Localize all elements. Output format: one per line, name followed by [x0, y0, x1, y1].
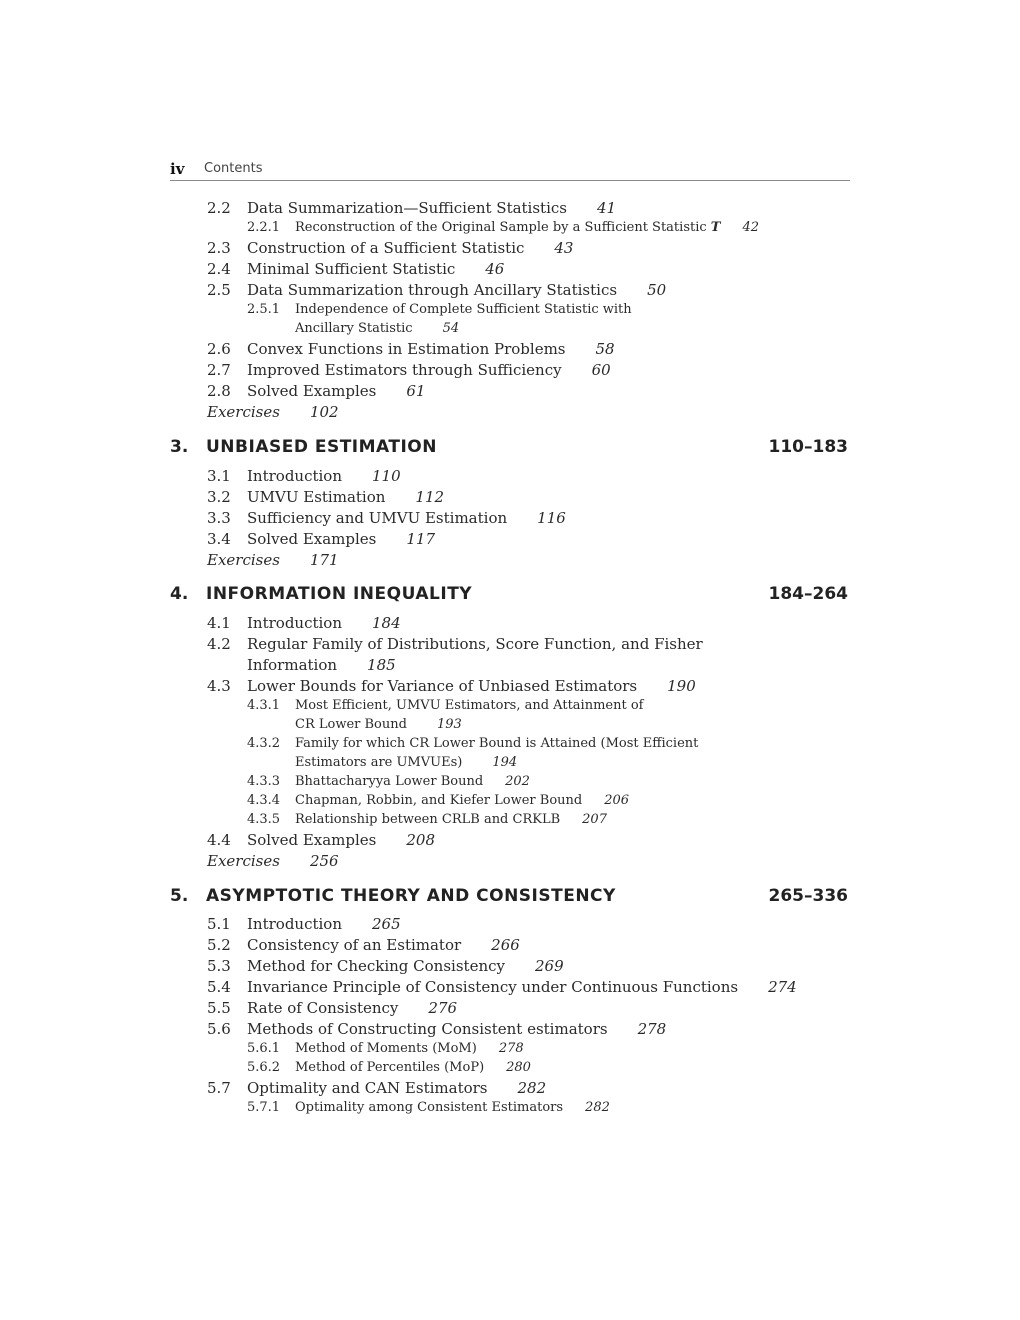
- page-number: 206: [604, 793, 630, 808]
- chapter-title: UNBIASED ESTIMATION: [206, 437, 437, 457]
- chapter-heading-4[interactable]: [170, 584, 850, 606]
- exercises-label: Exercises: [207, 852, 280, 870]
- chapter-heading-3[interactable]: [170, 437, 850, 459]
- subsection-title: Reconstruction of the Original Sample by a Sufficient Statistic: [295, 220, 707, 235]
- subsection-title-line2: CR Lower Bound: [295, 717, 407, 732]
- page-number: 61: [406, 382, 426, 400]
- toc-entry-2-8[interactable]: [207, 382, 425, 400]
- section-title-line2: Information: [247, 656, 338, 674]
- page-number: 274: [768, 978, 797, 996]
- page-number: 256: [309, 852, 339, 870]
- section-number: 5.7: [207, 1079, 231, 1097]
- section-number: 2.6: [207, 340, 231, 358]
- toc-entry-2-5-1[interactable]: [247, 302, 632, 317]
- page-number: 117: [406, 530, 436, 548]
- chapter-page-range: 184–264: [768, 584, 848, 604]
- section-number: 4.1: [207, 614, 231, 632]
- section-title: Consistency of an Estimator: [247, 936, 462, 954]
- subsection-title: Chapman, Robbin, and Kiefer Lower Bound: [295, 793, 583, 808]
- subsection-title: Optimality among Consistent Estimators: [295, 1100, 564, 1115]
- toc-entry-2-3[interactable]: [207, 239, 573, 257]
- toc-entry-3-1[interactable]: [207, 467, 401, 485]
- page-number: 50: [647, 281, 667, 299]
- section-title-line1: Regular Family of Distributions, Score Function, and Fisher: [247, 635, 703, 653]
- toc-entry-2-6[interactable]: [207, 340, 615, 358]
- section-title: Construction of a Sufficient Statistic: [247, 239, 525, 257]
- section-number: 4.4: [207, 831, 231, 849]
- toc-entry-2-7[interactable]: [207, 361, 611, 379]
- toc-entry-5-4[interactable]: [207, 978, 797, 996]
- symbol-t: T: [710, 220, 721, 235]
- page-number: 280: [506, 1060, 531, 1075]
- page-number: 190: [667, 677, 696, 695]
- section-title: Solved Examples: [247, 530, 377, 548]
- toc-entry-4-3-1-continued[interactable]: [295, 717, 462, 732]
- chapter-title: ASYMPTOTIC THEORY AND CONSISTENCY: [206, 886, 616, 906]
- toc-entry-5-1[interactable]: [207, 915, 401, 933]
- subsection-title-line1: Independence of Complete Sufficient Statistic with: [295, 302, 632, 317]
- toc-entry-4-2[interactable]: [207, 635, 703, 653]
- section-number: 2.8: [207, 382, 231, 400]
- section-number: 4.3: [207, 677, 231, 695]
- toc-exercises-ch4[interactable]: [207, 852, 339, 870]
- subsection-title-line1: Family for which CR Lower Bound is Attained (Most Efficient: [295, 736, 699, 751]
- exercises-label: Exercises: [207, 403, 280, 421]
- section-title: Solved Examples: [247, 831, 377, 849]
- subsection-number: 4.3.2: [247, 736, 281, 751]
- chapter-number: 4.: [170, 584, 189, 604]
- subsection-title: Method of Percentiles (MoP): [295, 1060, 485, 1075]
- subsection-title: Bhattacharyya Lower Bound: [295, 774, 484, 789]
- toc-entry-3-2[interactable]: [207, 488, 444, 506]
- toc-entry-5-5[interactable]: [207, 999, 457, 1017]
- page-number: 208: [406, 831, 436, 849]
- toc-entry-3-3[interactable]: [207, 509, 566, 527]
- section-number: 2.3: [207, 239, 231, 257]
- page-number: 193: [436, 717, 462, 732]
- toc-entry-3-4[interactable]: [207, 530, 435, 548]
- page-number: 265: [372, 915, 401, 933]
- section-title: Convex Functions in Estimation Problems: [247, 340, 566, 358]
- toc-exercises-ch2[interactable]: [207, 403, 339, 421]
- section-number: 5.6: [207, 1020, 231, 1038]
- section-title: Introduction: [247, 467, 342, 485]
- toc-entry-4-2-continued[interactable]: [247, 656, 396, 674]
- subsection-title: Method of Moments (MoM): [295, 1041, 477, 1056]
- chapter-number: 3.: [170, 437, 189, 457]
- page-number: 116: [537, 509, 566, 527]
- section-title: Introduction: [247, 915, 342, 933]
- section-title: Sufficiency and UMVU Estimation: [247, 509, 508, 527]
- subsection-number: 4.3.3: [247, 774, 281, 789]
- toc-entry-4-3-1[interactable]: [247, 698, 643, 713]
- toc-entry-4-3[interactable]: [207, 677, 696, 695]
- running-header: [170, 158, 850, 181]
- toc-entry-2-4[interactable]: [207, 260, 504, 278]
- page-number: 102: [309, 403, 339, 421]
- section-title: Data Summarization through Ancillary Statistics: [247, 281, 618, 299]
- subsection-title-line2: Estimators are UMVUEs): [295, 755, 463, 770]
- chapter-page-range: 265–336: [768, 886, 848, 906]
- page-number: 269: [534, 957, 564, 975]
- page-number: 171: [309, 551, 339, 569]
- page-number: 278: [498, 1041, 524, 1056]
- toc-entry-4-1[interactable]: [207, 614, 401, 632]
- section-number: 5.3: [207, 957, 231, 975]
- section-title: Rate of Consistency: [247, 999, 399, 1017]
- page-number: 60: [591, 361, 611, 379]
- subsection-number: 4.3.1: [247, 698, 281, 713]
- section-number: 4.2: [207, 635, 231, 653]
- section-number: 2.5: [207, 281, 231, 299]
- page-number: 282: [585, 1100, 610, 1115]
- section-number: 2.4: [207, 260, 231, 278]
- subsection-number: 5.6.1: [247, 1041, 281, 1056]
- toc-exercises-ch3[interactable]: [207, 551, 339, 569]
- subsection-number: 4.3.5: [247, 812, 281, 827]
- subsection-number: 5.7.1: [247, 1100, 281, 1115]
- page-number: 184: [372, 614, 401, 632]
- toc-entry-5-6-2[interactable]: [247, 1060, 531, 1075]
- page-number: 202: [505, 774, 530, 789]
- toc-entry-5-2[interactable]: [207, 936, 520, 954]
- section-number: 5.4: [207, 978, 231, 996]
- page-folio: iv: [170, 160, 185, 178]
- subsection-number: 2.5.1: [247, 302, 281, 317]
- toc-entry-5-3[interactable]: [207, 957, 564, 975]
- section-number: 5.5: [207, 999, 231, 1017]
- page-number: 110: [372, 467, 401, 485]
- subsection-number: 2.2.1: [247, 220, 281, 235]
- section-title: Lower Bounds for Variance of Unbiased Estimators: [247, 677, 638, 695]
- toc-entry-4-3-5[interactable]: [247, 812, 607, 827]
- toc-entry-2-5-1-continued[interactable]: [295, 321, 459, 336]
- section-title: Introduction: [247, 614, 342, 632]
- section-number: 2.2: [207, 199, 231, 217]
- subsection-number: 4.3.4: [247, 793, 281, 808]
- section-number: 3.4: [207, 530, 231, 548]
- subsection-title: Relationship between CRLB and CRKLB: [295, 812, 561, 827]
- page-number: 54: [442, 321, 460, 336]
- page-number: 42: [742, 220, 760, 235]
- section-number: 3.2: [207, 488, 231, 506]
- subsection-title-line2: Ancillary Statistic: [295, 321, 413, 336]
- page-number: 58: [595, 340, 615, 358]
- section-number: 5.1: [207, 915, 231, 933]
- page-number: 112: [415, 488, 445, 506]
- page-number: 46: [485, 260, 505, 278]
- page-number: 41: [596, 199, 617, 217]
- chapter-page-range: 110–183: [768, 437, 848, 457]
- toc-entry-2-2[interactable]: [207, 199, 616, 217]
- section-title: Optimality and CAN Estimators: [247, 1079, 488, 1097]
- section-number: 3.1: [207, 467, 231, 485]
- toc-entry-5-7[interactable]: [207, 1079, 546, 1097]
- section-title: UMVU Estimation: [247, 488, 386, 506]
- section-number: 2.7: [207, 361, 231, 379]
- section-number: 5.2: [207, 936, 231, 954]
- running-title: Contents: [204, 161, 263, 176]
- page-number: 185: [367, 656, 396, 674]
- section-title: Data Summarization—Sufficient Statistics: [247, 199, 567, 217]
- chapter-number: 5.: [170, 886, 189, 906]
- page-number: 207: [582, 812, 607, 827]
- subsection-number: 5.6.2: [247, 1060, 281, 1075]
- chapter-heading-5[interactable]: [170, 886, 850, 908]
- page-number: 278: [637, 1020, 667, 1038]
- toc-entry-5-6-1[interactable]: [247, 1041, 524, 1056]
- page-number: 194: [492, 755, 518, 770]
- section-title: Improved Estimators through Sufficiency: [247, 361, 562, 379]
- page-number: 282: [517, 1079, 547, 1097]
- page-number: 276: [428, 999, 458, 1017]
- exercises-label: Exercises: [207, 551, 280, 569]
- section-title: Method for Checking Consistency: [247, 957, 505, 975]
- toc-entry-2-2-1[interactable]: [247, 220, 759, 235]
- toc-entry-4-3-3[interactable]: [247, 774, 530, 789]
- subsection-title-line1: Most Efficient, UMVU Estimators, and Attainment of: [295, 698, 644, 713]
- toc-entry-5-6[interactable]: [207, 1020, 666, 1038]
- section-title: Methods of Constructing Consistent estimators: [247, 1020, 608, 1038]
- section-title: Invariance Principle of Consistency under Continuous Functions: [247, 978, 739, 996]
- chapter-title: INFORMATION INEQUALITY: [206, 584, 473, 604]
- toc-entry-2-5[interactable]: [207, 281, 666, 299]
- section-title: Minimal Sufficient Statistic: [247, 260, 456, 278]
- toc-entry-4-4[interactable]: [207, 831, 435, 849]
- toc-entry-4-3-2-continued[interactable]: [295, 755, 517, 770]
- section-title: Solved Examples: [247, 382, 377, 400]
- toc-entry-5-7-1[interactable]: [247, 1100, 610, 1115]
- page-number: 43: [554, 239, 574, 257]
- page-number: 266: [491, 936, 520, 954]
- section-number: 3.3: [207, 509, 231, 527]
- toc-entry-4-3-2[interactable]: [247, 736, 698, 751]
- toc-entry-4-3-4[interactable]: [247, 793, 629, 808]
